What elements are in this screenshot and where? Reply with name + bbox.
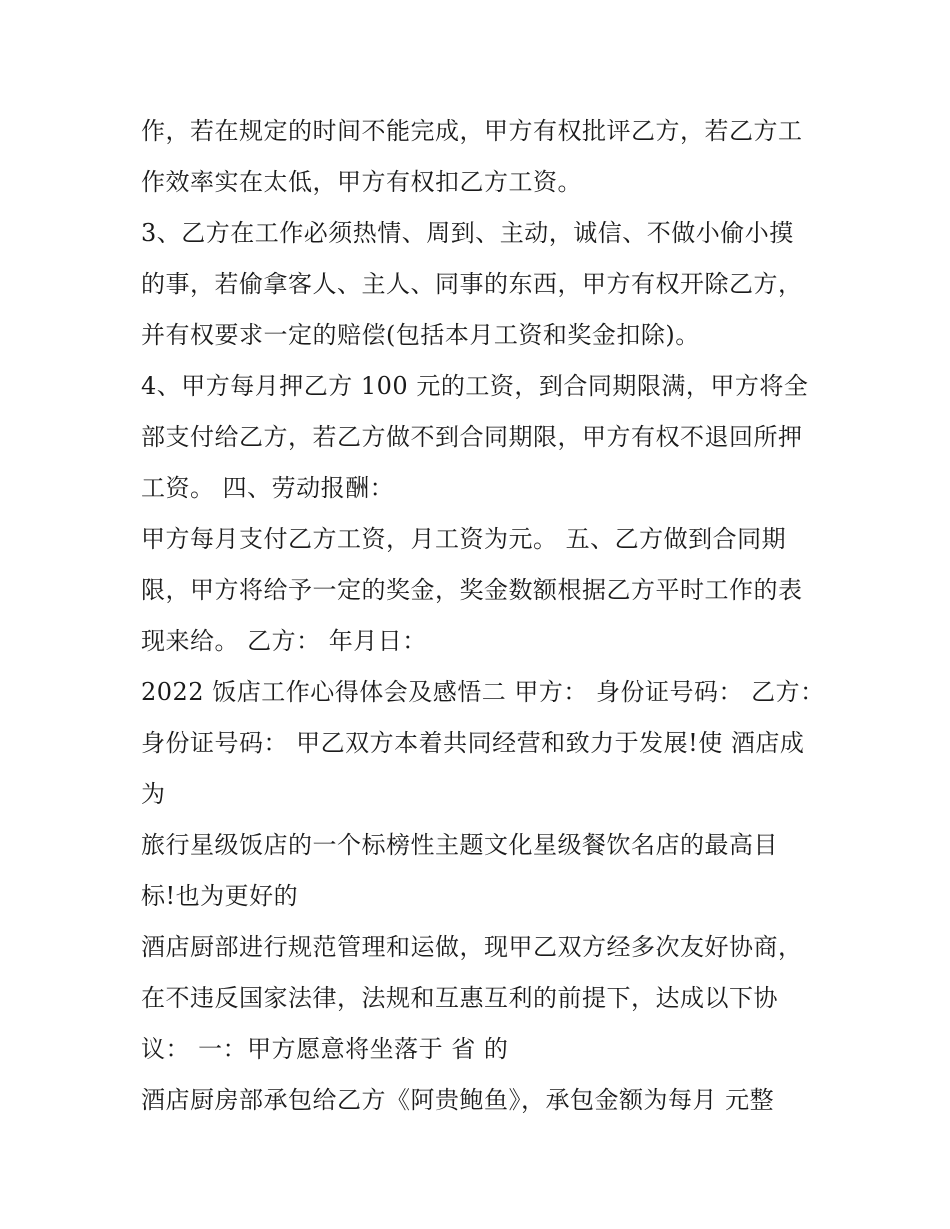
text-line: 现来给。 乙方： 年月日： xyxy=(141,627,427,655)
text-line: 酒店厨房部承包给乙方《阿贵鲍鱼》，承包金额为每月 元整 xyxy=(141,1086,775,1114)
text-line: 旅行星级饭店的一个标榜性主题文化星级餐饮名店的最高目 xyxy=(141,831,778,859)
text-line: 3、乙方在工作必须热情、周到、主动，诚信、不做小偷小摸 xyxy=(141,219,794,247)
text-line: 工资。 四、劳动报酬： xyxy=(141,474,395,502)
text-line: 4、甲方每月押乙方 100 元的工资，到合同期限满，甲方将全 xyxy=(141,372,809,400)
text-line: 作效率实在太低，甲方有权扣乙方工资。 xyxy=(141,168,582,196)
text-line: 标!也为更好的 xyxy=(141,882,299,910)
text-line: 在不违反国家法律，法规和互惠互利的前提下，达成以下协 xyxy=(141,984,778,1012)
text-line: 并有权要求一定的赔偿(包括本月工资和奖金扣除)。 xyxy=(141,321,700,349)
text-line: 2022 饭店工作心得体会及感悟二 甲方： 身份证号码： 乙方： xyxy=(141,678,825,706)
text-line: 身份证号码： 甲乙双方本着共同经营和致力于发展!使 酒店成 xyxy=(141,729,805,757)
text-line: 为 xyxy=(141,780,166,808)
text-line: 甲方每月支付乙方工资，月工资为元。 五、乙方做到合同期 xyxy=(141,525,787,553)
text-line: 的事，若偷拿客人、主人、同事的东西，甲方有权开除乙方， xyxy=(141,270,803,298)
text-line: 限，甲方将给予一定的奖金，奖金数额根据乙方平时工作的表 xyxy=(141,576,803,604)
text-line: 议： 一：甲方愿意将坐落于 省 的 xyxy=(141,1035,509,1063)
text-line: 作，若在规定的时间不能完成，甲方有权批评乙方，若乙方工 xyxy=(141,117,803,145)
text-line: 部支付给乙方，若乙方做不到合同期限，甲方有权不退回所押 xyxy=(141,423,803,451)
text-line: 酒店厨部进行规范管理和运做，现甲乙双方经多次友好协商， xyxy=(141,933,803,961)
document-body xyxy=(141,106,841,1126)
